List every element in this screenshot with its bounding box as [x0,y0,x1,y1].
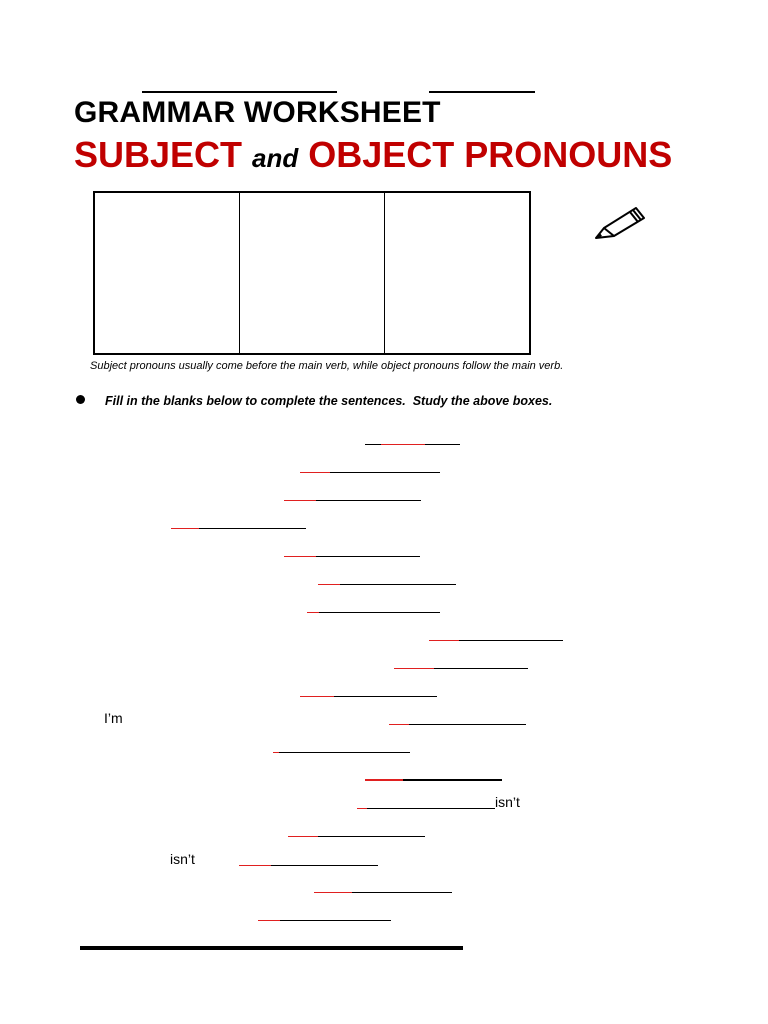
blank-6[interactable] [318,584,456,585]
pronoun-note: Subject pronouns usually come before the main verb, while object pronouns follow the main verb. [90,360,564,372]
blank-7[interactable] [307,612,440,613]
blank-5[interactable] [284,556,420,557]
blank-8[interactable] [429,640,563,641]
pronoun-box-1 [95,193,240,353]
blank-16[interactable] [239,865,378,866]
word-isnt-1: isn’t [495,794,520,810]
subtitle-object-pronouns: OBJECT PRONOUNS [298,134,673,175]
blank-18[interactable] [258,920,391,921]
bullet-icon [76,395,85,404]
blank-3[interactable] [284,500,421,501]
instruction-text: Fill in the blanks below to complete the sentences. Study the above boxes. [105,394,553,408]
word-isnt-2: isn’t [170,851,195,867]
blank-1[interactable] [365,444,460,445]
word-im: I’m [104,710,123,726]
worksheet-subtitle [74,134,672,176]
blank-10[interactable] [300,696,437,697]
date-line[interactable] [429,91,535,93]
blank-11[interactable] [389,724,526,725]
subtitle-and: and [252,143,299,173]
blank-12[interactable] [273,752,410,753]
worksheet-title: GRAMMAR WORKSHEET [74,96,441,129]
name-line[interactable] [142,91,337,93]
blank-2[interactable] [300,472,440,473]
pronoun-box-3 [385,193,529,353]
bottom-rule [80,946,463,950]
blank-13[interactable] [365,779,502,781]
blank-17[interactable] [314,892,452,893]
pencil-icon [592,202,648,246]
pronoun-boxes [93,191,531,355]
pronoun-box-2 [240,193,385,353]
blank-4[interactable] [171,528,306,529]
blank-9[interactable] [394,668,528,669]
blank-15[interactable] [288,836,425,837]
blank-14[interactable] [357,808,495,809]
subtitle-subject: SUBJECT [74,134,253,175]
